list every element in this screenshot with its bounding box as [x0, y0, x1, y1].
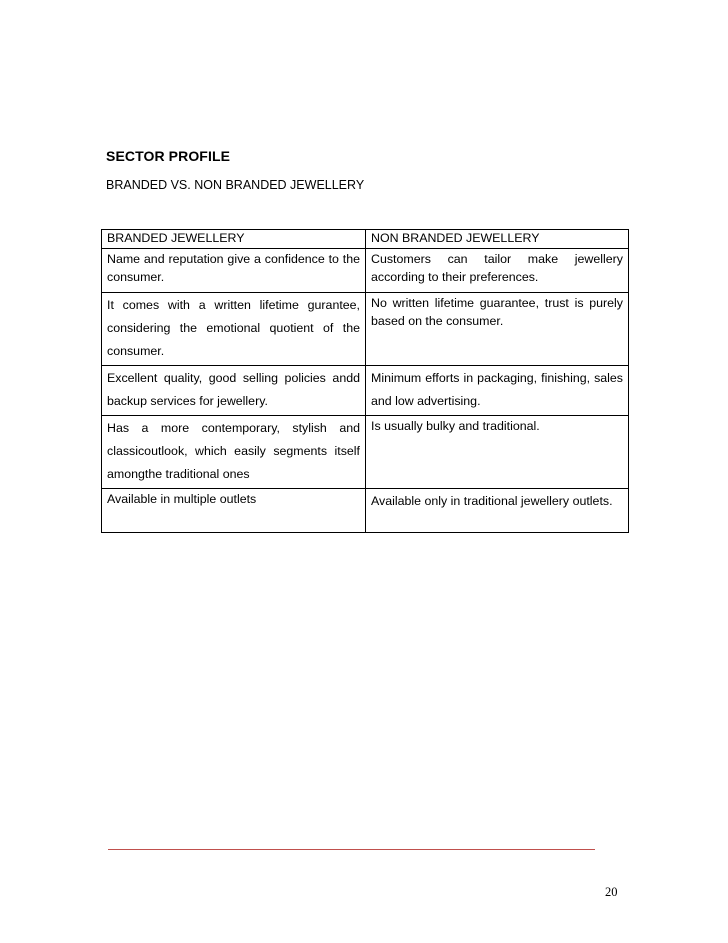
cell-non-branded: Customers can tailor make jewellery according to their preferences. [366, 249, 629, 293]
table-row [102, 366, 629, 416]
cell-branded: Name and reputation give a confidence to the consumer. [102, 249, 366, 293]
section-subheading: BRANDED VS. NON BRANDED JEWELLERY [106, 178, 365, 192]
cell-branded: Has a more contemporary, stylish and classicoutlook, which easily segments itself amongthe traditional ones [102, 416, 366, 489]
cell-branded: Available in multiple outlets [102, 489, 366, 533]
cell-non-branded: Minimum efforts in packaging, finishing, sales and low advertising. [366, 366, 629, 416]
cell-branded: Excellent quality, good selling policies andd backup services for jewellery. [102, 366, 366, 416]
comparison-table [101, 229, 629, 533]
footer-rule [108, 849, 595, 850]
cell-branded: It comes with a written lifetime gurantee, considering the emotional quotient of the consumer. [102, 293, 366, 366]
table-row [102, 293, 629, 366]
header-branded: BRANDED JEWELLERY [102, 230, 366, 249]
page-number: 20 [605, 885, 618, 899]
cell-non-branded: No written lifetime guarantee, trust is purely based on the consumer. [366, 293, 629, 366]
table-header-row [102, 230, 629, 249]
table-row [102, 416, 629, 489]
cell-non-branded: Is usually bulky and traditional. [366, 416, 629, 489]
table-row [102, 489, 629, 533]
header-non-branded: NON BRANDED JEWELLERY [366, 230, 629, 249]
table-row [102, 249, 629, 293]
section-heading: SECTOR PROFILE [106, 148, 231, 164]
cell-non-branded: Available only in traditional jewellery outlets. [366, 489, 629, 533]
